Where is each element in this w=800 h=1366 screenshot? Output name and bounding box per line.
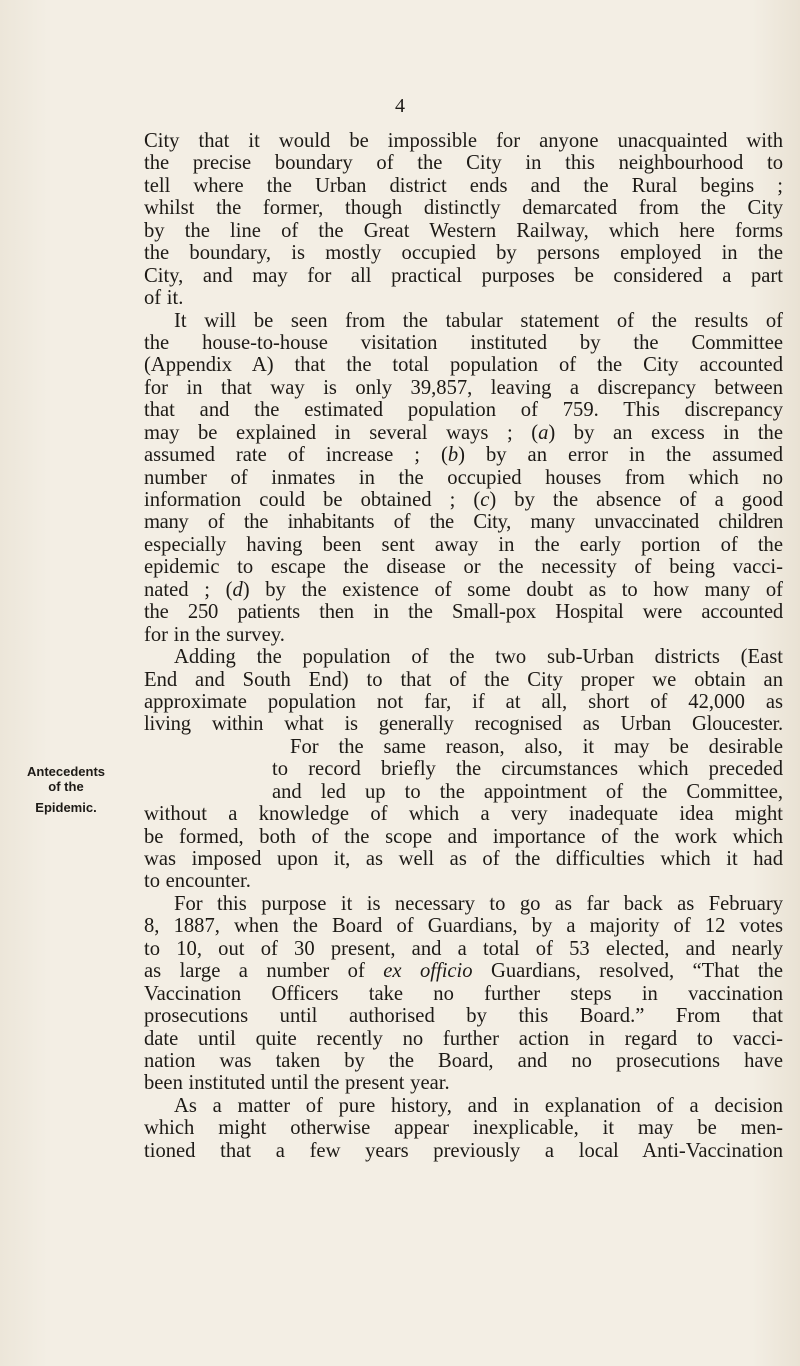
text-line: and led up to the appointment of the Committee, [272,780,783,803]
text-line: for in that way is only 39,857, leaving a discrepancy between [144,376,783,399]
text-line: been instituted until the present year. [144,1072,450,1095]
margin-note-line: of the [48,779,84,794]
text-line: many of the inhabitants of the City, many unvaccinated children [144,511,783,534]
text-line: nated ; (d) by the existence of some doubt as to how many of [144,578,783,601]
text-line: to encounter. [144,870,251,893]
text-line: prosecutions until authorised by this Board.” From that [144,1005,783,1028]
text-line: which might otherwise appear inexplicable, it may be men- [144,1117,783,1140]
text-line: For the same reason, also, it may be desirable [290,735,783,758]
text-line: City that it would be impossible for anyone unacquainted with [144,130,783,152]
text-line: the 250 patients then in the Small-pox Hospital were accounted [144,601,783,624]
text-line: nation was taken by the Board, and no prosecutions have [144,1049,783,1072]
text-line: (Appendix A) that the total population of the City accounted [144,354,783,377]
text-line: the house-to-house visitation instituted by the Committee [144,331,783,354]
paragraph-5 [144,893,783,1095]
text-line: 8, 1887, when the Board of Guardians, by a majority of 12 votes [144,915,783,938]
page-number: 4 [395,95,405,117]
text-line: may be explained in several ways ; (a) by an excess in the [144,421,783,444]
body-text [138,130,783,1162]
text-line: for in the survey. [144,623,285,646]
paragraph-4 [144,736,783,893]
text-line: Vaccination Officers take no further steps in vaccination [144,982,783,1005]
paragraph-3 [144,646,783,736]
margin-note-line: Epidemic. [35,800,97,815]
text-line: without a knowledge of which a very inadequate idea might [144,803,783,826]
text-line: was imposed upon it, as well as of the difficulties which it had [144,848,783,870]
text-line: End and South End) to that of the City proper we obtain an [144,668,783,691]
margin-note [0,764,132,816]
text-line: living within what is generally recognised as Urban Gloucester. [144,713,783,736]
text-line: especially having been sent away in the early portion of the [144,533,783,556]
text-line: information could be obtained ; (c) by the absence of a good [144,489,783,511]
text-line: to record briefly the circumstances which preceded [272,758,783,781]
text-line: tell where the Urban district ends and the Rural begins ; [144,174,783,197]
margin-note-line: Antecedents [26,764,106,779]
text-line: be formed, both of the scope and importance of the work which [144,825,783,848]
text-line: approximate population not far, if at all, short of 42,000 as [144,690,783,713]
text-line: It will be seen from the tabular statement of the results of [174,309,783,332]
text-line: to 10, out of 30 present, and a total of 53 elected, and nearly [144,937,783,960]
text-line: the precise boundary of the City in this neighbourhood to [144,152,783,175]
paragraph-1 [144,130,783,310]
paragraph-2 [144,310,783,647]
text-line: assumed rate of increase ; (b) by an error in the assumed [144,444,783,467]
text-line: as large a number of ex officio Guardians, resolved, “That the [144,960,783,983]
text-line: tioned that a few years previously a local Anti-Vaccination [144,1139,783,1162]
text-line: by the line of the Great Western Railway, which here forms [144,219,783,242]
text-line: whilst the former, though distinctly demarcated from the City [144,197,783,220]
text-line: of it. [144,287,184,310]
text-line: City, and may for all practical purposes be considered a part [144,264,783,287]
text-line: the boundary, is mostly occupied by persons employed in the [144,242,783,265]
text-line: epidemic to escape the disease or the necessity of being vacci- [144,556,783,579]
text-line: date until quite recently no further action in regard to vacci- [144,1027,783,1050]
text-line: Adding the population of the two sub-Urban districts (East [174,646,783,669]
text-line: For this purpose it is necessary to go as far back as February [174,892,783,915]
text-line: that and the estimated population of 759. This discrepancy [144,399,783,422]
paragraph-6 [144,1095,783,1162]
text-line: number of inmates in the occupied houses from which no [144,466,783,489]
text-line: As a matter of pure history, and in explanation of a decision [174,1094,783,1117]
